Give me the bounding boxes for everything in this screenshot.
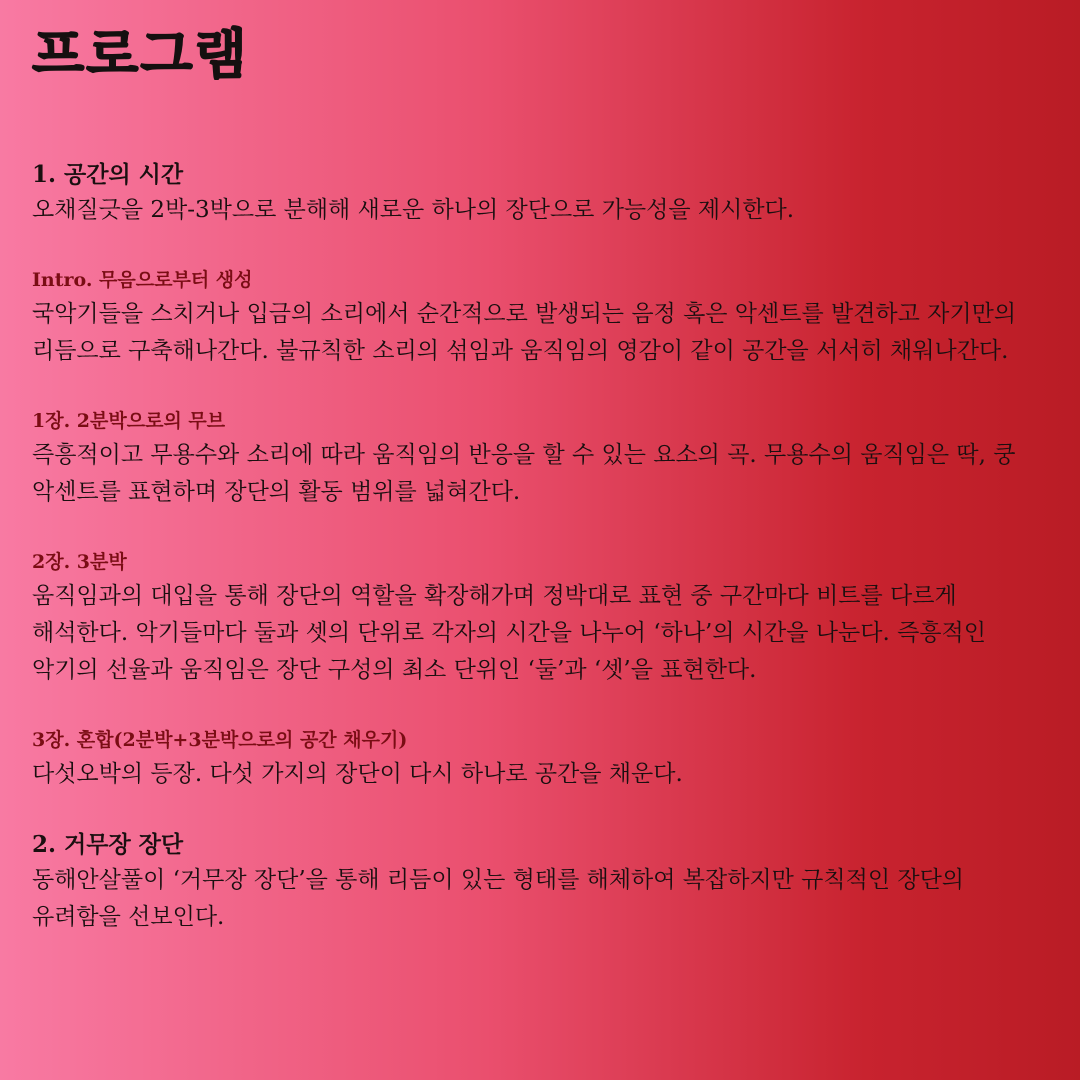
page-title: 프로그램: [32, 23, 249, 86]
section-body: 동해안살풀이 ‘거무장 장단’을 통해 리듬이 있는 형태를 해체하여 복잡하지만 규칙적인 장단의 유려함을 선보인다.: [32, 867, 965, 930]
subheading-chapter-2: 2장. 3분박: [32, 551, 127, 573]
section-heading: 1. 공간의 시간: [32, 161, 184, 188]
section-body: 오채질긋을 2박-3박으로 분해해 새로운 하나의 장단으로 가능성을 제시한다.: [32, 197, 795, 223]
subheading-chapter-3: 3장. 혼합(2분박+3분박으로의 공간 채우기): [32, 729, 408, 751]
section-heading: 2. 거무장 장단: [32, 831, 184, 858]
subheading-chapter-1: 1장. 2분박으로의 무브: [32, 410, 226, 432]
section-chapter-3: [32, 726, 1048, 793]
section-chapter-1: [32, 407, 1048, 511]
section-body: 움직임과의 대입을 통해 장단의 역할을 확장해가며 정박대로 표현 중 구간마다 비트를 다르게 해석한다. 악기들마다 둘과 셋의 단위로 각자의 시간을 나누어 ‘하나’의 시간을 나눈다. 즉흥적인 악기의 선율과 움직임은 장단 구성의 최소 단위인 ‘둘’과 ‘셋’을 표현한다.: [32, 583, 986, 683]
section-space-time: [32, 160, 1048, 229]
subheading-intro: Intro. 무음으로부터 생성: [32, 269, 253, 291]
section-geomujang: [32, 830, 1048, 936]
section-chapter-2: [32, 548, 1048, 689]
section-body: 국악기들을 스치거나 입금의 소리에서 순간적으로 발생되는 음정 혹은 악센트를 발견하고 자기만의 리듬으로 구축해나간다. 불규칙한 소리의 섞임과 움직임의 영감이 같이 공간을 서서히 채워나간다.: [32, 301, 1017, 364]
section-intro: [32, 266, 1048, 370]
section-body: 다섯오박의 등장. 다섯 가지의 장단이 다시 하나로 공간을 채운다.: [32, 761, 683, 787]
program-page: [32, 23, 1048, 973]
section-body: 즉흥적이고 무용수와 소리에 따라 움직임의 반응을 할 수 있는 요소의 곡. 무용수의 움직임은 딱, 쿵 악센트를 표현하며 장단의 활동 범위를 넓혀간다.: [32, 442, 1016, 505]
